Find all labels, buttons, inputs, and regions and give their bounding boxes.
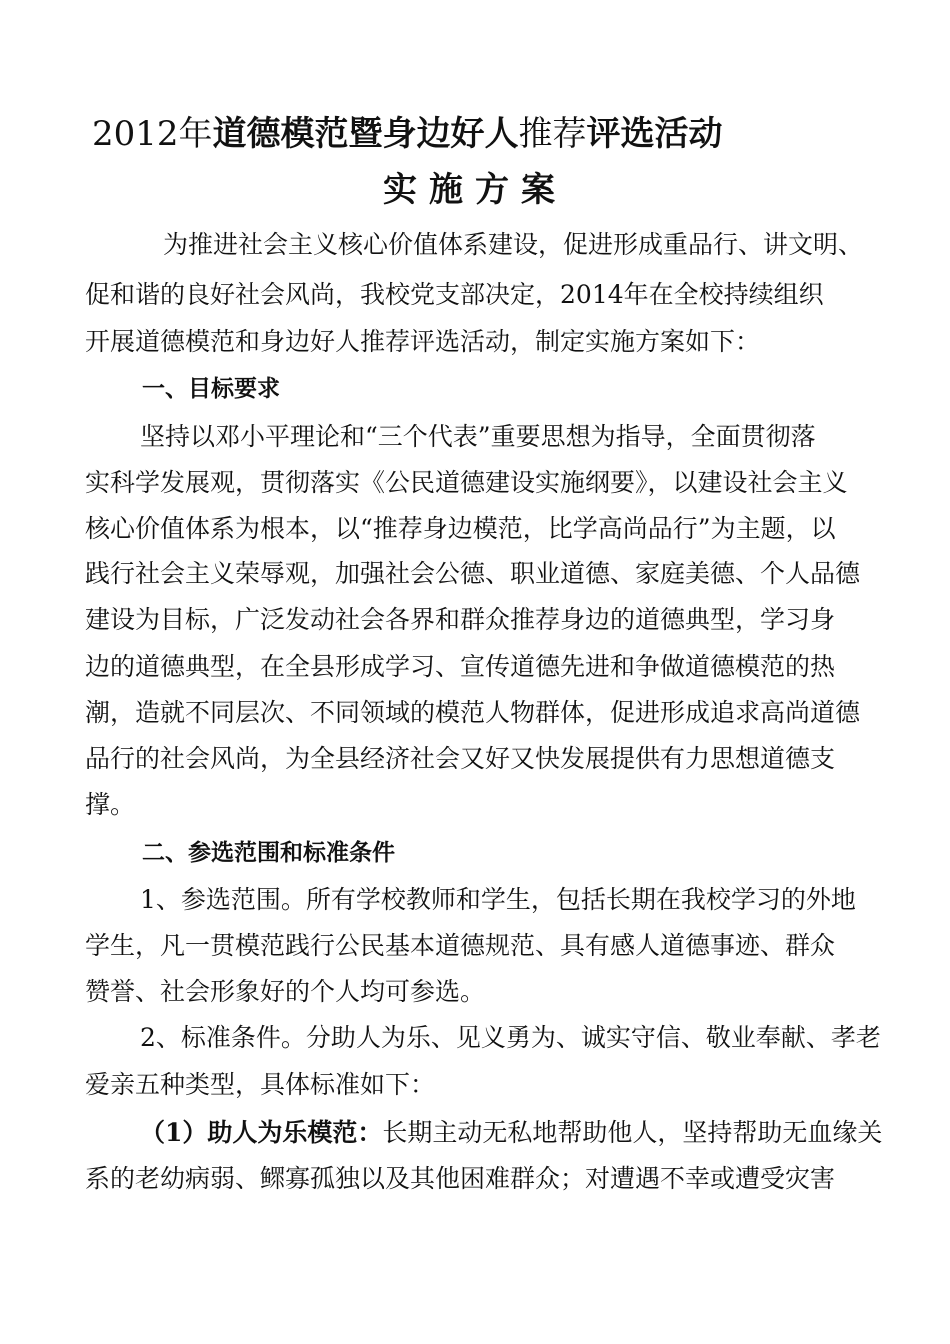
- title-year: 2012年: [92, 114, 213, 154]
- section2-para1-line-2: 学生，凡一贯模范践行公民基本道德规范、具有感人道德事迹、群众: [85, 931, 836, 960]
- section1-line-4: 践行社会主义荣辱观，加强社会公德、职业道德、家庭美德、个人品德: [85, 559, 861, 588]
- section2-item1-line-1: [140, 1116, 882, 1150]
- title-bold-part2: 评选活动: [586, 114, 723, 154]
- item1-label: （1）助人为乐模范：: [140, 1118, 383, 1147]
- section1-line-6: 边的道德典型，在全县形成学习、宣传道德先进和争做道德模范的热: [85, 652, 836, 681]
- section1-line-5: 建设为目标，广泛发动社会各界和群众推荐身边的道德典型，学习身: [85, 605, 836, 634]
- section-heading-goals: 一、目标要求: [142, 376, 280, 402]
- section1-line-7: 潮，造就不同层次、不同领域的模范人物群体，促进形成追求高尚道德: [85, 698, 861, 727]
- title-regular-part: 推荐: [518, 114, 587, 154]
- section2-para1-line-3: 赞誉、社会形象好的个人均可参选。: [85, 977, 486, 1006]
- section1-line-3: 核心价值体系为根本，以“推荐身边模范，比学高尚品行”为主题，以: [85, 514, 836, 543]
- intro-line-3: 开展道德模范和身边好人推荐评选活动，制定实施方案如下：: [85, 327, 761, 356]
- document-title-line2: 实施方案: [383, 170, 567, 210]
- section2-item1-line-2: 系的老幼病弱、鳏寡孤独以及其他困难群众；对遭遇不幸或遭受灾害: [85, 1164, 836, 1193]
- section2-para2-line-1: 2、标准条件。分助人为乐、见义勇为、诚实守信、敬业奉献、孝老: [140, 1023, 881, 1052]
- section-heading-scope: 二、参选范围和标准条件: [142, 840, 395, 866]
- section1-line-8: 品行的社会风尚，为全县经济社会又好又快发展提供有力思想道德支: [85, 744, 836, 773]
- section1-line-9: 撑。: [85, 790, 136, 819]
- item1-text-1: 长期主动无私地帮助他人，坚持帮助无血缘关: [382, 1118, 883, 1147]
- section2-para1-line-1: 1、参选范围。所有学校教师和学生，包括长期在我校学习的外地: [140, 885, 856, 914]
- section2-para2-line-2: 爱亲五种类型，具体标准如下：: [85, 1070, 436, 1099]
- intro-line-2: 促和谐的良好社会风尚，我校党支部决定，2014年在全校持续组织: [85, 280, 824, 309]
- section1-line-1: 坚持以邓小平理论和“三个代表”重要思想为指导，全面贯彻落: [140, 422, 816, 451]
- title-bold-part1: 道德模范暨身边好人: [212, 114, 519, 154]
- document-title-line1: [92, 112, 723, 156]
- intro-line-1: 为推进社会主义核心价值体系建设，促进形成重品行、讲文明、: [163, 230, 864, 259]
- section1-line-2: 实科学发展观，贯彻落实《公民道德建设实施纲要》，以建设社会主义: [85, 468, 848, 497]
